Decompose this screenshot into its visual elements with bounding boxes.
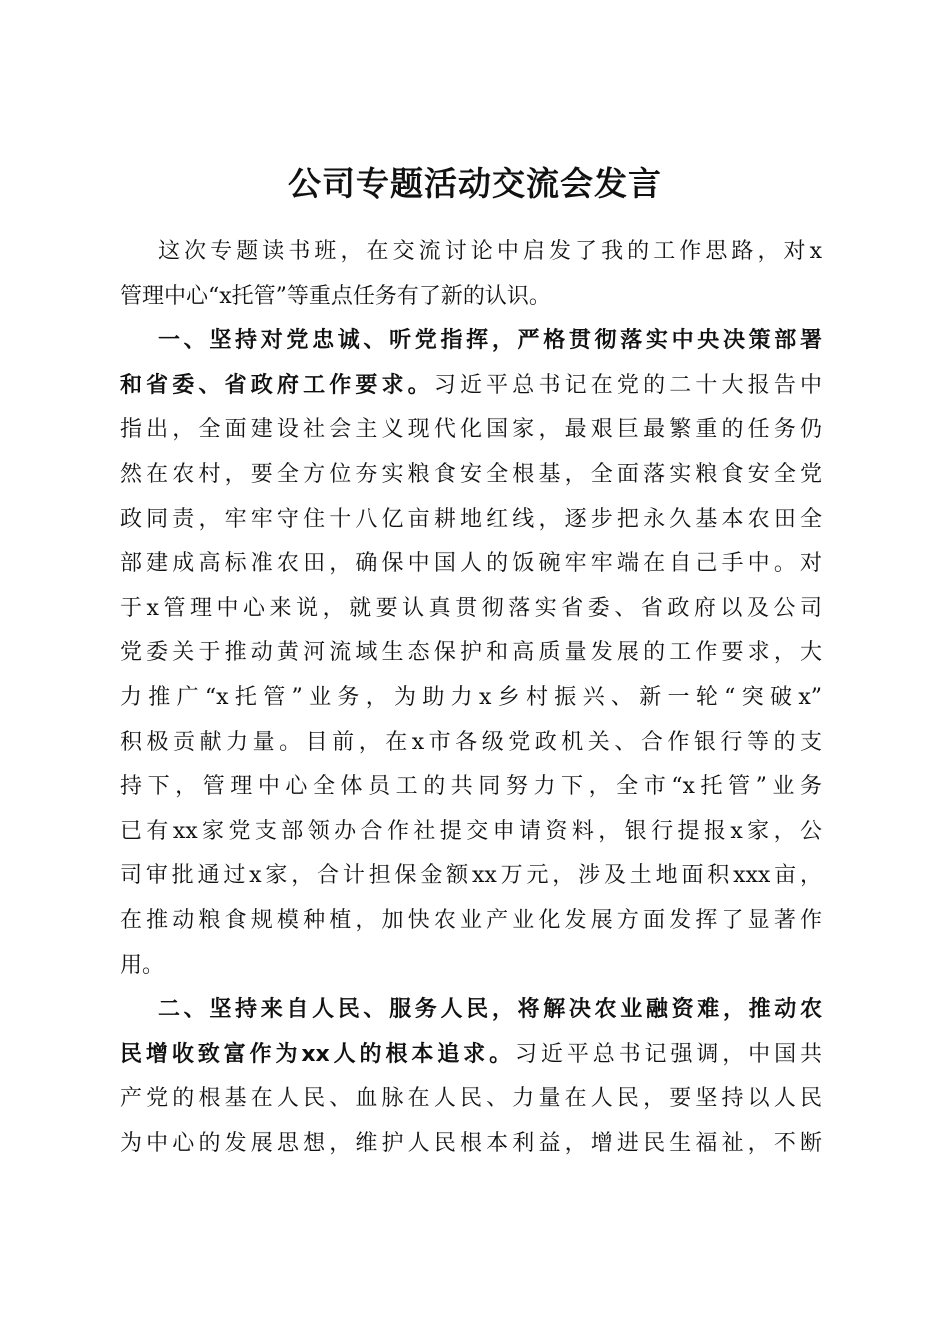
text-line <box>120 453 822 498</box>
text-line <box>120 1033 822 1078</box>
text-line <box>120 587 822 632</box>
text-line <box>120 721 822 766</box>
body-text: 党委关于推动黄河流域生态保护和高质量发展的工作要求，大 <box>120 640 822 666</box>
text-line <box>120 944 822 989</box>
body-text: 指出，全面建设社会主义现代化国家，最艰巨最繁重的任务仍 <box>120 417 822 443</box>
body-text: 政同责，牢牢守住十八亿亩耕地红线，逐步把永久基本农田全 <box>120 506 822 532</box>
text-line <box>120 988 822 1033</box>
body-text: 司审批通过x家，合计担保金额xx万元，涉及土地面积xxx亩， <box>120 863 822 889</box>
section-heading: 民增收致富作为xx人的根本追求。 <box>120 1041 515 1067</box>
body-text: 管理中心“x托管”等重点任务有了新的认识。 <box>120 283 551 309</box>
document-body <box>120 230 822 1166</box>
text-line <box>120 676 822 721</box>
body-text: 这次专题读书班，在交流讨论中启发了我的工作思路，对x <box>158 239 822 264</box>
body-text: 产党的根基在人民、血脉在人民、力量在人民，要坚持以人民 <box>120 1086 822 1112</box>
section-heading: 和省委、省政府工作要求。 <box>120 372 434 398</box>
body-text: 习近平总书记在党的二十大报告中 <box>433 372 822 398</box>
text-line <box>120 408 822 453</box>
text-line <box>120 230 822 275</box>
text-line <box>120 854 822 899</box>
text-line <box>120 631 822 676</box>
body-text: 积极贡献力量。目前，在x市各级党政机关、合作银行等的支 <box>120 729 822 755</box>
body-text: 持下，管理中心全体员工的共同努力下，全市“x托管”业务 <box>120 774 822 800</box>
body-text: 然在农村，要全方位夯实粮食安全根基，全面落实粮食安全党 <box>120 461 822 487</box>
text-line <box>120 498 822 543</box>
document-title: 公司专题活动交流会发言 <box>288 164 662 204</box>
text-line <box>120 364 822 409</box>
body-text: 已有xx家党支部领办合作社提交申请资料，银行提报x家，公 <box>120 818 822 844</box>
text-line <box>120 319 822 364</box>
text-line <box>120 275 822 320</box>
text-line <box>120 542 822 587</box>
text-line <box>120 765 822 810</box>
text-line <box>120 899 822 944</box>
text-line <box>120 1077 822 1122</box>
body-text: 用。 <box>120 952 165 978</box>
body-text: 部建成高标准农田，确保中国人的饭碗牢牢端在自己手中。对 <box>120 551 822 577</box>
section-heading: 一、坚持对党忠诚、听党指挥，严格贯彻落实中央决策部署 <box>158 328 822 354</box>
section-heading: 二、坚持来自人民、服务人民，将解决农业融资难，推动农 <box>158 997 822 1023</box>
body-text: 力推广“x托管”业务，为助力x乡村振兴、新一轮“突破x” <box>120 684 822 710</box>
body-text: 为中心的发展思想，维护人民根本利益，增进民生福祉，不断 <box>120 1130 822 1156</box>
body-text: 于x管理中心来说，就要认真贯彻落实省委、省政府以及公司 <box>120 595 822 621</box>
text-line <box>120 1122 822 1167</box>
body-text: 习近平总书记强调，中国共 <box>515 1041 822 1067</box>
body-text: 在推动粮食规模种植，加快农业产业化发展方面发挥了显著作 <box>120 907 822 933</box>
text-line <box>120 810 822 855</box>
